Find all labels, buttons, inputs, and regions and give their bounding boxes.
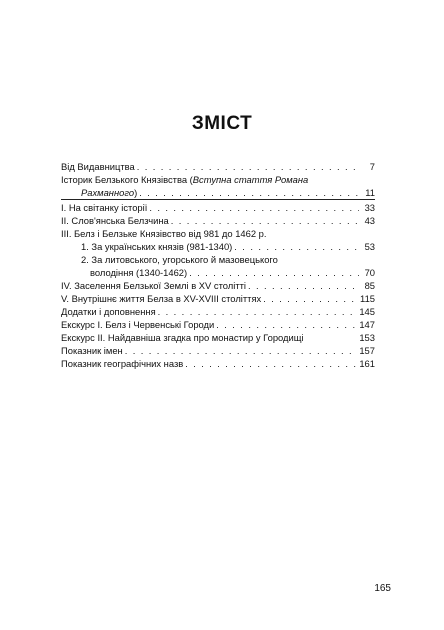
toc-entry-title: IV. Заселення Белзької Землі в XV столітті [61,280,247,291]
toc-entry [61,227,375,240]
toc-entry-title: володіння (1340-1462) [90,267,188,278]
toc-entry-page: 157 [359,345,375,356]
toc-entry-page: 145 [359,306,375,317]
toc-entry-page: 7 [369,161,375,172]
toc-entry-page: 43 [364,215,375,226]
toc-entry-page: 115 [360,293,375,304]
toc-entry-title: Екскурс I. Белз і Червенські Городи [61,319,215,330]
toc-entry-title-part: ) [134,187,138,198]
toc-entry-title: Додатки і доповнення [61,306,156,317]
toc-entry-title-part: Історик Белзького Князівства ( [61,174,193,185]
toc-entry [61,199,375,214]
toc-entry [61,186,375,199]
toc-leader [234,240,359,253]
toc-entry [61,240,375,253]
toc-leader [248,279,359,292]
toc-entry-title: 2. За литовського, угорського й мазовецького [81,254,278,265]
toc-entry-title [61,173,308,186]
toc-entry-title [61,186,137,199]
toc-entry-title: V. Внутрішнє життя Белза в XV-XVIII століттях [61,293,262,304]
page-title: ЗМІСТ [191,113,253,134]
toc-leader [137,160,359,173]
toc-entry-page: 153 [359,332,375,343]
toc-leader [189,266,359,279]
toc-entry-title: Екскурс II. Найдавніша згадка про монастир у Городищі [61,332,304,343]
toc-entry-title-italic: Вступна стаття Романа [192,174,309,185]
toc-entry-title-italic: Рахманного [81,187,135,198]
toc-leader [263,292,358,305]
toc-entry-title: Від Видавництва [61,161,135,172]
toc-entry-page: 11 [365,187,375,198]
toc-entry [61,344,375,357]
toc-entry-title: II. Слов'янська Белзчина [61,215,169,226]
toc-entry [61,318,375,331]
toc-leader [149,201,359,214]
toc-leader [139,186,359,199]
toc-entry [61,279,375,292]
toc-entry-title: III. Белз і Белзьке Князівство від 981 до 1462 р. [61,228,267,239]
toc-entry [61,253,375,266]
page-number: 165 [374,583,391,594]
toc-entry [61,292,375,305]
toc-entry-page: 161 [359,358,375,369]
toc-entry [61,266,375,279]
toc-entry-title: I. На світанку історії [61,202,148,213]
toc-entry-page: 147 [359,319,375,330]
toc-entry [61,173,375,186]
toc-entry [61,160,375,173]
toc-entry-title: Показник імен [61,345,123,356]
table-of-contents [61,160,375,370]
toc-entry-title: 1. За українських князів (981-1340) [81,241,233,252]
toc-entry [61,331,375,344]
toc-entry [61,214,375,227]
toc-entry-page: 53 [364,241,375,252]
toc-leader [216,318,357,331]
toc-entry-page: 85 [364,280,375,291]
toc-leader [158,305,358,318]
toc-leader [125,344,358,357]
toc-leader [185,357,357,370]
toc-leader [171,214,359,227]
toc-entry [61,305,375,318]
toc-entry-title: Показник географічних назв [61,358,184,369]
toc-entry-page: 33 [364,202,375,213]
toc-entry-page: 70 [364,267,375,278]
toc-entry [61,357,375,370]
